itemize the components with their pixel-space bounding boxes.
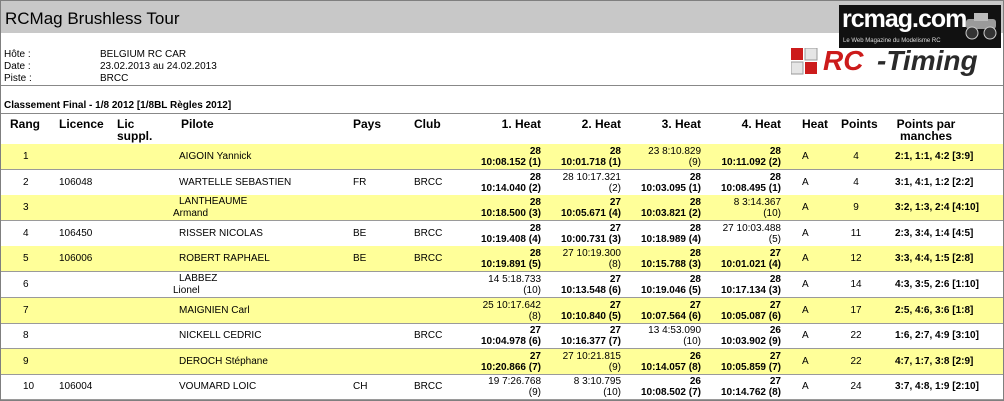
heat-time: 10:08.152 (1)	[480, 157, 541, 168]
heat-laps: 28	[689, 222, 701, 234]
pilot-name: LANTHEAUME	[179, 196, 248, 208]
heat-time: 10:01.718 (1)	[560, 157, 621, 168]
heat-laps: 27	[769, 376, 781, 388]
heat-laps: 27	[769, 299, 781, 311]
points-cell: 9	[853, 202, 859, 214]
pilot-name: AIGOIN Yannick	[179, 151, 252, 162]
table-row[interactable]	[1, 272, 1003, 298]
points-per-heat-cell: 4:7, 1:7, 3:8 [2:9]	[895, 355, 974, 367]
heat-time: 10:01.021 (4)	[720, 259, 781, 271]
points-cell: 14	[850, 279, 862, 290]
page-title: RCMag Brushless Tour	[5, 9, 180, 28]
heat-cell: A	[802, 227, 809, 239]
heat-cell: A	[802, 176, 809, 188]
points-per-heat-cell: 4:3, 3:5, 2:6 [1:10]	[895, 279, 979, 290]
heat-time: 10:14.040 (2)	[480, 182, 541, 194]
heat-time: 10:20.866 (7)	[480, 361, 541, 373]
rank-cell: 8	[23, 330, 29, 342]
heat-laps: 19 7:26.768	[488, 376, 541, 388]
heat-laps: 28	[689, 171, 701, 183]
points-per-heat-cell: 2:1, 1:1, 4:2 [3:9]	[895, 151, 974, 162]
heat-laps: 27	[609, 274, 621, 285]
heat-result-h1	[456, 172, 541, 194]
heat-cell: A	[802, 381, 809, 393]
heat-time: 10:17.134 (3)	[720, 285, 781, 296]
rank-cell: 7	[23, 304, 29, 316]
heat-time: 10:19.891 (5)	[480, 259, 541, 271]
heat-time: (2)	[608, 182, 621, 194]
heat-result-h1	[456, 325, 541, 347]
col-club: Club	[414, 117, 441, 131]
rank-cell: 2	[23, 176, 29, 188]
heat-time: 10:04.978 (6)	[480, 336, 541, 348]
pilot-name: NICKELL CEDRIC	[179, 330, 262, 342]
heat-time: 10:19.408 (4)	[480, 233, 541, 245]
heat-laps: 23 8:10.829	[648, 146, 701, 157]
rank-cell: 6	[23, 279, 29, 290]
points-cell: 24	[850, 381, 862, 393]
points-per-heat-cell: 1:6, 2:7, 4:9 [3:10]	[895, 330, 979, 342]
heat-result-h1	[456, 146, 541, 168]
rank-cell: 3	[23, 202, 29, 214]
rcmag-logo-domain: .com	[912, 5, 967, 33]
heat-laps: 25 10:17.642	[482, 299, 541, 311]
heat-time: (9)	[528, 387, 541, 399]
rank-cell: 4	[23, 227, 29, 239]
heat-time: (10)	[603, 387, 621, 399]
heat-cell: A	[802, 330, 809, 342]
rcmag-logo-tagline: Le Web Magazine du Modelisme RC	[843, 38, 941, 44]
heat-result-h4	[696, 146, 781, 168]
heat-result-h2	[536, 274, 621, 296]
heat-laps: 14 5:18.733	[488, 274, 541, 285]
heat-time: 10:16.377 (7)	[560, 336, 621, 348]
club-cell: BRCC	[414, 227, 443, 239]
heat-laps: 28	[529, 146, 541, 157]
heat-laps: 26	[689, 376, 701, 388]
heat-result-h3	[616, 351, 701, 373]
date-value: 23.02.2013 au 24.02.2013	[100, 61, 217, 72]
heat-time: 10:14.762 (8)	[720, 387, 781, 399]
licence-cell: 106006	[59, 253, 93, 265]
heat-time: (10)	[523, 285, 541, 296]
points-per-heat-cell: 3:7, 4:8, 1:9 [2:10]	[895, 381, 979, 393]
points-cell: 4	[853, 151, 859, 162]
table-row[interactable]	[1, 195, 1003, 221]
heat-result-h1	[456, 274, 541, 296]
heat-laps: 27 10:21.815	[562, 350, 621, 362]
heat-time: 10:15.788 (3)	[640, 259, 701, 271]
heat-time: 10:03.821 (2)	[640, 208, 701, 220]
heat-time: 10:08.502 (7)	[640, 387, 701, 399]
heat-result-h4	[696, 325, 781, 347]
rank-cell: 9	[23, 355, 29, 367]
pilot-name: DEROCH Stéphane	[179, 355, 268, 367]
club-cell: BRCC	[414, 381, 443, 393]
pilot-name: MAIGNIEN Carl	[179, 304, 250, 316]
rcmag-logo-word: rcmag	[842, 5, 913, 33]
heat-laps: 13 4:53.090	[648, 325, 701, 337]
pilot-name: VOUMARD LOIC	[179, 381, 257, 393]
rc-timing-logo-timing: -Timing	[877, 45, 978, 76]
heat-result-h1	[456, 376, 541, 398]
heat-time: 10:05.859 (7)	[720, 361, 781, 373]
heat-laps: 27	[609, 325, 621, 337]
heat-result-h2	[536, 223, 621, 245]
col-rang: Rang	[10, 117, 40, 131]
col-points-par-manches: Points par manches	[896, 117, 956, 143]
points-cell: 12	[850, 253, 862, 265]
heat-laps: 28	[609, 146, 621, 157]
heat-result-h3	[616, 274, 701, 296]
points-cell: 17	[850, 304, 862, 316]
heat-time: 10:08.495 (1)	[720, 182, 781, 194]
heat-result-h3	[616, 376, 701, 398]
pilot-name: RISSER NICOLAS	[179, 227, 263, 239]
heat-cell: A	[802, 279, 809, 290]
heat-laps: 28	[689, 248, 701, 260]
host-label: Hôte :	[4, 49, 31, 60]
heat-result-h4	[696, 223, 781, 245]
rc-timing-mark-icon	[791, 48, 819, 76]
col-heat-1: 1. Heat	[501, 117, 541, 131]
heat-result-h2	[536, 146, 621, 168]
pilot-name: LABBEZ	[179, 273, 218, 284]
heat-result-h2	[536, 325, 621, 347]
col-pays: Pays	[353, 117, 382, 131]
header-divider	[1, 85, 1003, 86]
heat-time: 10:18.989 (4)	[640, 233, 701, 245]
table-row[interactable]	[1, 246, 1003, 272]
heat-result-h3	[616, 325, 701, 347]
points-cell: 11	[850, 227, 862, 239]
col-points: Points	[841, 117, 878, 131]
heat-laps: 28	[689, 274, 701, 285]
table-row[interactable]	[1, 298, 1003, 324]
country-cell: FR	[353, 176, 367, 188]
rank-cell: 5	[23, 253, 29, 265]
heat-laps: 27	[609, 197, 621, 209]
col-heat-3: 3. Heat	[661, 117, 701, 131]
heat-result-h1	[456, 351, 541, 373]
points-per-heat-cell: 2:3, 3:4, 1:4 [4:5]	[895, 227, 974, 239]
heat-laps: 28	[529, 197, 541, 209]
table-row[interactable]	[1, 374, 1003, 400]
heat-result-h2	[536, 197, 621, 219]
heat-laps: 26	[769, 325, 781, 337]
heat-time: (5)	[768, 233, 781, 245]
heat-result-h2	[536, 376, 621, 398]
heat-laps: 28	[529, 248, 541, 260]
heat-laps: 27	[689, 299, 701, 311]
points-per-heat-cell: 3:1, 4:1, 1:2 [2:2]	[895, 176, 974, 188]
rc-timing-logo-rc: RC	[823, 45, 864, 76]
heat-time: 10:18.500 (3)	[480, 208, 541, 220]
heat-time: 10:07.564 (6)	[640, 310, 701, 322]
table-row[interactable]	[1, 170, 1003, 196]
heat-laps: 28	[769, 146, 781, 157]
rcmag-logo[interactable]	[839, 5, 1001, 48]
pilot-name: WARTELLE SEBASTIEN	[179, 176, 292, 188]
classement-title: Classement Final - 1/8 2012 [1/8BL Règles 2012]	[4, 100, 232, 111]
heat-result-h3	[616, 300, 701, 322]
track-label: Piste :	[4, 73, 32, 81]
heat-time: 10:00.731 (3)	[560, 233, 621, 245]
heat-laps: 28	[529, 222, 541, 234]
heat-time: 10:03.902 (9)	[720, 336, 781, 348]
country-cell: BE	[353, 253, 367, 265]
track-value: BRCC	[100, 73, 129, 81]
heat-time: 10:14.057 (8)	[640, 361, 701, 373]
heat-time: (9)	[688, 157, 701, 168]
heat-time: 10:19.046 (5)	[640, 285, 701, 296]
table-row[interactable]	[1, 144, 1003, 170]
pilot-firstname: Armand	[173, 208, 209, 220]
heat-laps: 8 3:10.795	[573, 376, 621, 388]
heat-laps: 28	[769, 171, 781, 183]
points-per-heat-cell: 3:2, 1:3, 2:4 [4:10]	[895, 202, 979, 214]
col-lic-suppl: Lic suppl.	[117, 117, 153, 143]
heat-time: 10:05.087 (6)	[720, 310, 781, 322]
heat-result-h3	[616, 146, 701, 168]
heat-result-h1	[456, 300, 541, 322]
club-cell: BRCC	[414, 176, 443, 188]
heat-cell: A	[802, 202, 809, 214]
col-heat: Heat	[802, 117, 829, 131]
points-cell: 4	[853, 176, 859, 188]
heat-result-h1	[456, 248, 541, 270]
heat-laps: 28	[689, 197, 701, 209]
heat-time: (8)	[528, 310, 541, 322]
heat-cell: A	[802, 304, 809, 316]
points-cell: 22	[850, 355, 862, 367]
country-cell: BE	[353, 227, 367, 239]
heat-time: 10:05.671 (4)	[560, 208, 621, 220]
heat-laps: 28 10:17.321	[562, 171, 621, 183]
heat-laps: 27	[769, 350, 781, 362]
heat-laps: 27	[609, 222, 621, 234]
heat-cell: A	[802, 151, 809, 162]
heat-result-h3	[616, 172, 701, 194]
points-per-heat-cell: 3:3, 4:4, 1:5 [2:8]	[895, 253, 974, 265]
club-cell: BRCC	[414, 330, 443, 342]
table-row[interactable]	[1, 349, 1003, 375]
heat-result-h4	[696, 197, 781, 219]
heat-laps: 27	[529, 350, 541, 362]
heat-result-h3	[616, 248, 701, 270]
heat-laps: 26	[689, 350, 701, 362]
heat-time: 10:10.840 (5)	[560, 310, 621, 322]
heat-result-h2	[536, 300, 621, 322]
licence-cell: 106450	[59, 227, 93, 239]
heat-laps: 27 10:19.300	[562, 248, 621, 260]
heat-result-h3	[616, 197, 701, 219]
heat-cell: A	[802, 253, 809, 265]
heat-result-h2	[536, 248, 621, 270]
heat-laps: 27	[769, 248, 781, 260]
heat-laps: 8 3:14.367	[733, 197, 781, 209]
heat-time: 10:13.548 (6)	[560, 285, 621, 296]
rc-car-icon	[964, 9, 998, 42]
table-row[interactable]	[1, 323, 1003, 349]
col-heat-2: 2. Heat	[581, 117, 621, 131]
heat-time: (8)	[608, 259, 621, 271]
pilot-firstname: Lionel	[173, 285, 200, 296]
licence-cell: 106048	[59, 176, 93, 188]
heat-result-h4	[696, 172, 781, 194]
heat-result-h4	[696, 248, 781, 270]
heat-time: 10:03.095 (1)	[640, 182, 701, 194]
heat-laps: 27	[529, 325, 541, 337]
rank-cell: 1	[23, 151, 29, 162]
col-pilote: Pilote	[181, 117, 214, 131]
heat-laps: 28	[529, 171, 541, 183]
rc-timing-logo	[791, 45, 996, 80]
col-licence: Licence	[59, 117, 104, 131]
heat-laps: 27	[609, 299, 621, 311]
col-heat-4: 4. Heat	[741, 117, 781, 131]
table-header	[1, 113, 1003, 145]
date-label: Date :	[4, 61, 31, 72]
licence-cell: 106004	[59, 381, 93, 393]
heat-time: (10)	[763, 208, 781, 220]
host-value: BELGIUM RC CAR	[100, 49, 187, 60]
heat-result-h1	[456, 197, 541, 219]
heat-result-h3	[616, 223, 701, 245]
heat-result-h2	[536, 351, 621, 373]
heat-laps: 28	[769, 274, 781, 285]
points-cell: 22	[850, 330, 862, 342]
heat-cell: A	[802, 355, 809, 367]
country-cell: CH	[353, 381, 368, 393]
heat-time: 10:11.092 (2)	[721, 157, 781, 168]
table-row[interactable]	[1, 221, 1003, 247]
heat-result-h4	[696, 274, 781, 296]
heat-result-h4	[696, 351, 781, 373]
heat-result-h4	[696, 300, 781, 322]
heat-result-h2	[536, 172, 621, 194]
pilot-name: ROBERT RAPHAEL	[179, 253, 270, 265]
heat-laps: 27 10:03.488	[722, 222, 781, 234]
heat-time: (9)	[608, 361, 621, 373]
rank-cell: 10	[23, 381, 35, 393]
club-cell: BRCC	[414, 253, 443, 265]
heat-result-h1	[456, 223, 541, 245]
heat-result-h4	[696, 376, 781, 398]
points-per-heat-cell: 2:5, 4:6, 3:6 [1:8]	[895, 304, 974, 316]
heat-time: (10)	[683, 336, 701, 348]
